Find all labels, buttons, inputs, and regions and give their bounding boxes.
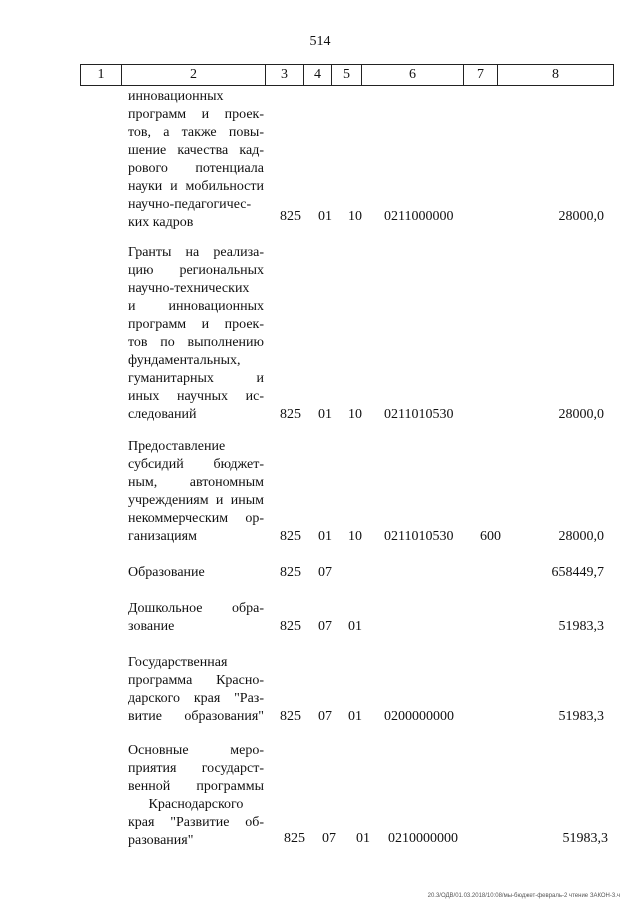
description-line: ких кадров — [128, 215, 194, 230]
description-line: венной программы — [128, 779, 264, 794]
header-col-6: 6 — [361, 65, 463, 85]
header-col-5: 5 — [331, 65, 361, 85]
description-line: Основные меро- — [128, 743, 264, 758]
cell-col-7: 600 — [480, 529, 501, 544]
cell-col-4: 01 — [318, 407, 332, 422]
cell-col-3: 825 — [280, 407, 301, 422]
description-line: цию региональных — [128, 263, 264, 278]
description-line: тов, а также повы- — [128, 125, 264, 140]
cell-col-8: 51983,3 — [558, 619, 604, 634]
description-line: Краснодарского — [148, 797, 244, 812]
cell-col-5: 01 — [348, 709, 362, 724]
header-col-1: 1 — [97, 67, 105, 82]
cell-col-4: 01 — [318, 209, 332, 224]
row-description — [128, 654, 264, 726]
description-line: некоммерческим ор- — [128, 511, 264, 526]
row-description — [128, 600, 264, 636]
description-line: Дошкольное обра- — [128, 601, 264, 616]
description-line: гуманитарных и — [128, 371, 264, 386]
cell-col-8: 28000,0 — [558, 407, 604, 422]
footer-file-path: 20.3/ОДВ/01.03.2018/10:08/мы-бюджет-февраль-2 чтение ЗАКОН-3.ч — [427, 893, 620, 899]
cell-col-6: 0210000000 — [388, 831, 458, 846]
description-line: и инновационных — [128, 299, 264, 314]
cell-col-3: 825 — [284, 831, 305, 846]
cell-col-3: 825 — [280, 529, 301, 544]
description-line: зование — [128, 619, 175, 634]
header-col-8: 8 — [497, 65, 613, 85]
description-line: иных научных ис- — [128, 389, 264, 404]
page-number: 514 — [309, 34, 331, 49]
description-line: дарского края "Раз- — [128, 691, 264, 706]
row-description — [128, 742, 264, 850]
description-line: инновационных — [128, 89, 224, 104]
row-description — [128, 88, 264, 232]
cell-col-5: 01 — [348, 619, 362, 634]
cell-col-6: 0211000000 — [384, 209, 454, 224]
description-line: научно-технических — [128, 281, 250, 296]
description-line: программа Красно- — [128, 673, 264, 688]
header-col-4: 4 — [303, 65, 331, 85]
cell-col-5: 01 — [356, 831, 370, 846]
cell-col-4: 01 — [318, 529, 332, 544]
description-line: программ и проек- — [128, 317, 264, 332]
description-line: Образование — [128, 565, 205, 580]
description-line: программ и проек- — [128, 107, 264, 122]
cell-col-6: 0211010530 — [384, 407, 454, 422]
description-line: ганизациям — [128, 529, 197, 544]
cell-col-8: 28000,0 — [558, 209, 604, 224]
description-line: витие образования" — [128, 709, 264, 724]
description-line: тов по выполнению — [128, 335, 264, 350]
cell-col-6: 0200000000 — [384, 709, 454, 724]
description-line: Гранты на реализа- — [128, 245, 264, 260]
description-line: Государственная — [128, 655, 228, 670]
cell-col-4: 07 — [318, 565, 332, 580]
cell-col-4: 07 — [318, 619, 332, 634]
description-line: науки и мобильности — [128, 179, 264, 194]
header-col-7: 7 — [463, 65, 497, 85]
description-line: Предоставление — [128, 439, 226, 454]
header-col-3: 3 — [265, 65, 303, 85]
cell-col-8: 51983,3 — [562, 831, 608, 846]
description-line: учреждениям и иным — [128, 493, 264, 508]
row-description — [128, 564, 264, 582]
cell-col-8: 28000,0 — [558, 529, 604, 544]
cell-col-4: 07 — [322, 831, 336, 846]
cell-col-4: 07 — [318, 709, 332, 724]
cell-col-5: 10 — [348, 529, 362, 544]
header-col-2: 2 — [121, 65, 265, 85]
cell-col-3: 825 — [280, 209, 301, 224]
description-line: ным, автономным — [128, 475, 264, 490]
cell-col-3: 825 — [280, 565, 301, 580]
cell-col-8: 51983,3 — [558, 709, 604, 724]
cell-col-5: 10 — [348, 407, 362, 422]
table-header-row — [80, 64, 614, 86]
description-line: разования" — [128, 833, 194, 848]
cell-col-5: 10 — [348, 209, 362, 224]
cell-col-6: 0211010530 — [384, 529, 454, 544]
row-description — [128, 244, 264, 424]
description-line: края "Развитие об- — [128, 815, 264, 830]
description-line: научно-педагогичес- — [128, 197, 252, 212]
description-line: фундаментальных, — [128, 353, 241, 368]
row-description — [128, 438, 264, 546]
description-line: рового потенциала — [128, 161, 264, 176]
cell-col-8: 658449,7 — [551, 565, 604, 580]
description-line: шение качества кад- — [128, 143, 264, 158]
description-line: субсидий бюджет- — [128, 457, 264, 472]
cell-col-3: 825 — [280, 709, 301, 724]
description-line: следований — [128, 407, 197, 422]
description-line: приятия государст- — [128, 761, 264, 776]
cell-col-3: 825 — [280, 619, 301, 634]
